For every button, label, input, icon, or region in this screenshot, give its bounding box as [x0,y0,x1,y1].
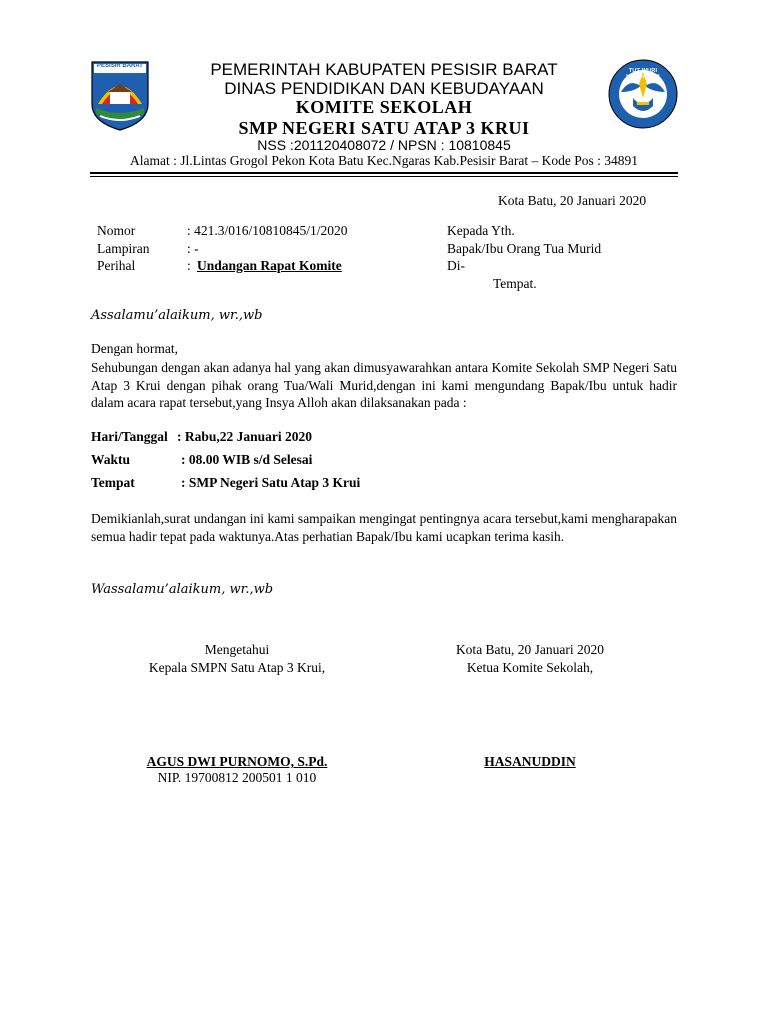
perihal-value: Undangan Rapat Komite [197,258,342,273]
nomor-value: : 421.3/016/10810845/1/2020 [187,223,348,238]
letterhead-committee: KOMITE SEKOLAH [295,97,473,117]
perihal-label: Perihal [97,258,136,273]
letterhead-nss-npsn: NSS :201120408072 / NPSN : 10810845 [257,137,511,153]
recipient-line-1: Kepada Yth. [447,223,515,238]
lampiran-label: Lampiran [97,241,150,256]
sign-right-name: HASANUDDIN [484,754,576,769]
letter-date: Kota Batu, 20 Januari 2020 [498,193,647,208]
letterhead-rule-thin [90,176,678,177]
letterhead-school: SMP NEGERI SATU ATAP 3 KRUI [238,118,530,138]
greeting-open: Assalamu’alaikum, wr.,wb [91,308,263,323]
lampiran-value: : - [187,241,199,256]
pesisir-barat-logo [90,60,150,132]
letterhead-address: Alamat : Jl.Lintas Grogol Pekon Kota Batu Kec.Ngaras Kab.Pesisir Barat – Kode Pos : 34891 [129,153,639,168]
event-day-value: : Rabu,22 Januari 2020 [177,429,313,444]
nomor-label: Nomor [97,223,136,238]
right-logo-caption: TUT WURI HANDAYANI [626,68,660,80]
event-day-label: Hari/Tanggal [91,429,168,444]
sign-right-line-1: Kota Batu, 20 Januari 2020 [455,642,605,657]
letterhead-rule-thick [90,172,678,174]
left-logo-caption: PESISIR BARAT [97,63,143,69]
recipient-line-4: Tempat. [493,276,537,291]
sign-left-nip: NIP. 19700812 200501 1 010 [157,770,317,785]
body-paragraph-1: Sehubungan dengan akan adanya hal yang akan dimusyawarahkan antara Komite Sekolah SMP Negeri Satu Atap 3 Krui dengan pihak orang Tua/Wali Murid,dengan ini kami mengundang Bapak/Ibu untuk hadir dalam acara rapat tersebut,yang Insya Alloh akan dilaksanakan pada : [91,360,677,410]
recipient-line-2: Bapak/Ibu Orang Tua Murid [447,241,602,256]
event-place-label: Tempat [91,475,135,490]
salutation: Dengan hormat, [91,341,178,356]
perihal-colon: : [187,258,191,273]
event-time-label: Waktu [91,452,131,467]
sign-left-line-2: Kepala SMPN Satu Atap 3 Krui, [148,660,326,675]
greeting-close: Wassalamu’alaikum, wr.,wb [91,582,274,597]
sign-left-line-1: Mengetahui [204,642,270,657]
letterhead-government: PEMERINTAH KABUPATEN PESISIR BARAT [210,60,558,79]
letterhead-department: DINAS PENDIDIKAN DAN KEBUDAYAAN [224,79,544,98]
event-time-value: : 08.00 WIB s/d Selesai [181,452,313,467]
sign-left-name: AGUS DWI PURNOMO, S.Pd. [146,754,328,769]
sign-right-line-2: Ketua Komite Sekolah, [466,660,594,675]
event-place-value: : SMP Negeri Satu Atap 3 Krui [181,475,361,490]
body-paragraph-2: Demikianlah,surat undangan ini kami sampaikan mengingat pentingnya acara tersebut,kami mengharapakan semua hadir tepat pada waktunya.Atas perhatian Bapak/Ibu kami ucapkan terima kasih. [91,511,677,544]
recipient-line-3: Di- [447,258,465,273]
